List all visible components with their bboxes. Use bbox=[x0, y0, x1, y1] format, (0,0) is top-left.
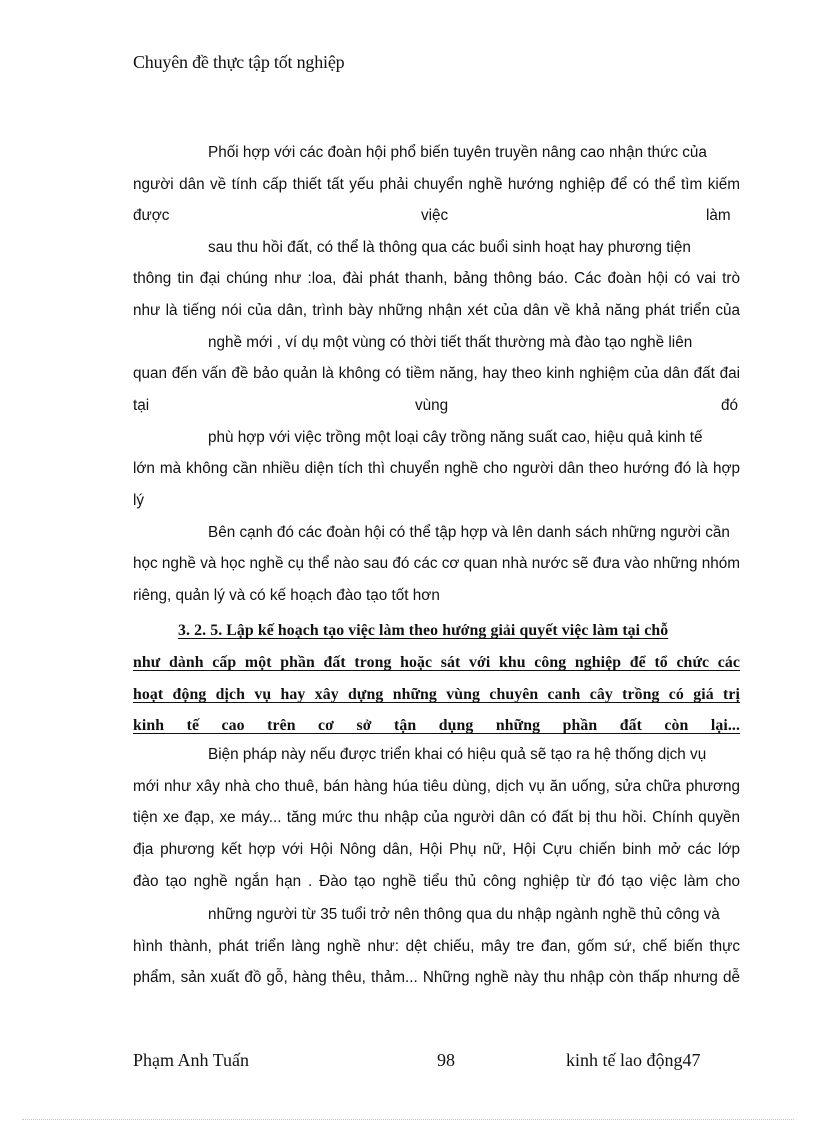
paragraph-line bbox=[0, 204, 816, 228]
paragraph-line bbox=[0, 141, 816, 165]
paragraph-line bbox=[0, 394, 816, 418]
text-line: người dân về tính cấp thiết tất yếu phải chuyển nghề hướng nghiệp để có thể tìm kiếm bbox=[133, 176, 740, 193]
text-word: làm bbox=[706, 207, 731, 224]
text-line: quan đến vấn đề bảo quản là không có tiềm năng, hay theo kinh nghiệm của dân đất đai bbox=[133, 365, 740, 382]
section-heading-line: hoạt động dịch vụ hay xây dựng những vùng chuyên canh cây trồng có giá trị bbox=[133, 686, 740, 703]
footer-page-number: 98 bbox=[437, 1050, 455, 1070]
text-line: mới như xây nhà cho thuê, bán hàng húa tiêu dùng, dịch vụ ăn uống, sửa chữa phương bbox=[133, 778, 740, 795]
paragraph-line bbox=[0, 331, 816, 355]
text-word: việc bbox=[421, 207, 449, 224]
paragraph-line bbox=[0, 521, 816, 545]
text-line: như là tiếng nói của dân, trình bày những nhận xét của dân về khả năng phát triển của bbox=[133, 302, 740, 319]
paragraph-line bbox=[0, 426, 816, 450]
text-line: hình thành, phát triển làng nghề như: dệt chiếu, mây tre đan, gốm sứ, chế biến thực bbox=[133, 938, 740, 955]
paragraph-line bbox=[0, 173, 816, 197]
paragraph-line bbox=[0, 935, 816, 959]
text-word: vùng bbox=[415, 397, 449, 414]
text-line: những người từ 35 tuổi trở nên thông qua du nhập ngành nghề thủ công và bbox=[208, 906, 720, 923]
text-line: phù hợp với việc trồng một loại cây trồng năng suất cao, hiệu quả kinh tế bbox=[208, 429, 703, 446]
text-line: lớn mà không cần nhiều diện tích thì chuyển nghề cho người dân theo hướng đó là hợp bbox=[133, 460, 740, 477]
page-header-title: Chuyên đề thực tập tốt nghiệp bbox=[133, 52, 345, 72]
paragraph-line bbox=[0, 236, 816, 260]
paragraph-line bbox=[0, 489, 816, 513]
paragraph-line bbox=[0, 966, 816, 990]
text-line: lý bbox=[133, 492, 145, 509]
text-line: đào tạo nghề ngắn hạn . Đào tạo nghề tiểu thủ công nghiệp từ đó tạo việc làm cho bbox=[133, 873, 740, 890]
paragraph-line bbox=[0, 552, 816, 576]
paragraph-line bbox=[0, 806, 816, 830]
text-line: riêng, quản lý và có kế hoạch đào tạo tốt hơn bbox=[133, 587, 440, 604]
paragraph-line bbox=[0, 584, 816, 608]
text-line: học nghề và học nghề cụ thể nào sau đó các cơ quan nhà nước sẽ đưa vào những nhóm bbox=[133, 555, 740, 572]
paragraph-line bbox=[0, 775, 816, 799]
text-line: thông tin đại chúng như :loa, đài phát thanh, bảng thông báo. Các đoàn hội có vai trò bbox=[133, 270, 740, 287]
text-line: địa phương kết hợp với Hội Nông dân, Hội Phụ nữ, Hội Cựu chiến binh mở các lớp bbox=[133, 841, 740, 858]
text-line: Biện pháp này nếu được triển khai có hiệu quả sẽ tạo ra hệ thống dịch vụ bbox=[208, 746, 707, 763]
text-line: tiện xe đạp, xe máy... tăng mức thu nhập của người dân có đất bị thu hồi. Chính quyền bbox=[133, 809, 740, 826]
footer-class-label: kinh tế lao động47 bbox=[566, 1050, 701, 1070]
section-heading-line: kinh tế cao trên cơ sở tận dụng những phần đất còn lại... bbox=[133, 717, 740, 734]
text-line: sau thu hồi đất, có thể là thông qua các buổi sinh hoạt hay phương tiện bbox=[208, 239, 691, 256]
page-bottom-divider bbox=[22, 1119, 794, 1120]
paragraph-line bbox=[0, 870, 816, 894]
paragraph-line bbox=[0, 743, 816, 767]
paragraph-line bbox=[0, 267, 816, 291]
text-line: nghề mới , ví dụ một vùng có thời tiết thất thường mà đào tạo nghề liên bbox=[208, 334, 693, 351]
paragraph-line bbox=[0, 362, 816, 386]
text-word: tại bbox=[133, 397, 150, 414]
text-line: phẩm, sản xuất đồ gỗ, hàng thêu, thảm... Những nghề này thu nhập còn thấp nhưng dễ bbox=[133, 969, 740, 986]
paragraph-line bbox=[0, 457, 816, 481]
paragraph-line bbox=[0, 299, 816, 323]
footer-author: Phạm Anh Tuấn bbox=[133, 1050, 250, 1070]
text-word: đó bbox=[721, 397, 739, 414]
paragraph-line bbox=[0, 838, 816, 862]
paragraph-line bbox=[0, 903, 816, 927]
text-line: Phối hợp với các đoàn hội phổ biến tuyên truyền nâng cao nhận thức của bbox=[208, 144, 707, 161]
text-line: Bên cạnh đó các đoàn hội có thể tập hợp và lên danh sách những người cần bbox=[208, 524, 730, 541]
section-heading-line: như dành cấp một phần đất trong hoặc sát với khu công nghiệp để tổ chức các bbox=[133, 654, 740, 671]
section-heading-line: 3. 2. 5. Lập kế hoạch tạo việc làm theo hướng giải quyết việc làm tại chỗ bbox=[178, 622, 669, 639]
text-word: được bbox=[133, 207, 170, 224]
